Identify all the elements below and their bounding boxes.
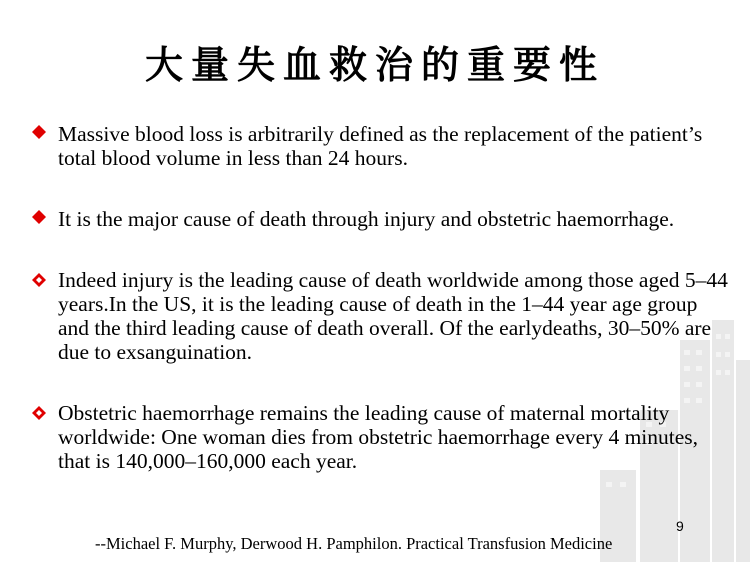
bullet-item: [30, 207, 730, 231]
bullet-text: Obstetric haemorrhage remains the leading cause of maternal mortality worldwide: One woman dies from obstetric haemorrhage every 4 minutes, that is 140,000–160,000 each year.: [58, 401, 699, 473]
slide-title: 大量失血救治的重要性: [144, 43, 605, 87]
bullet-item: [30, 122, 730, 170]
hollow-diamond-icon: [32, 273, 46, 287]
bullet-text: Indeed injury is the leading cause of death worldwide among those aged 5–44 years.In the US, it is the leading cause of death in the 1–44 year age group and the third leading cause of death overall. Of the earlydeaths, 30–50% are due to exsanguination.: [58, 268, 728, 364]
bullet-list: [30, 122, 730, 473]
bullet-text: Massive blood loss is arbitrarily defined as the replacement of the patient’s total blood volume in less than 24 hours.: [58, 122, 703, 170]
bullet-text: It is the major cause of death through injury and obstetric haemorrhage.: [58, 207, 675, 231]
filled-diamond-icon: [32, 210, 46, 224]
citation: --Michael F. Murphy, Derwood H. Pamphilon. Practical Transfusion Medicine: [95, 534, 613, 553]
filled-diamond-icon: [32, 125, 46, 139]
bullet-item: [30, 268, 730, 364]
hollow-diamond-icon: [32, 406, 46, 420]
page-number: 9: [676, 518, 684, 534]
bullet-item: [30, 401, 730, 473]
